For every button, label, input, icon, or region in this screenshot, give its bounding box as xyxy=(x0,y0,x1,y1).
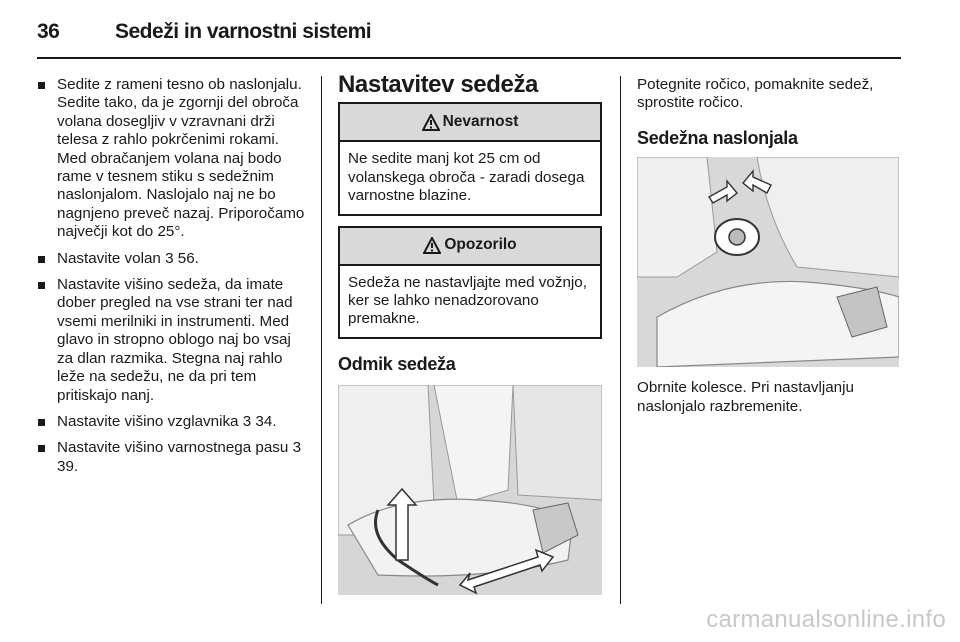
page-ref[interactable]: 39. xyxy=(57,457,79,475)
caution-title: Opozorilo xyxy=(340,228,600,266)
page-number: 36 xyxy=(37,20,60,43)
danger-box xyxy=(338,102,602,215)
list-item: Nastavite višino vzglavnika 3 34. xyxy=(37,413,307,431)
page-ref[interactable]: 56. xyxy=(177,249,199,267)
danger-title: Nevarnost xyxy=(340,104,600,142)
page-ref[interactable]: 34. xyxy=(255,412,277,430)
backrest-illustration xyxy=(637,157,899,367)
column-divider xyxy=(321,76,322,604)
seat-position-illustration xyxy=(338,385,602,595)
caution-box xyxy=(338,226,602,339)
list-item: Sedite z rameni tesno ob naslonjalu. Sedite tako, da je zgornji del obroča volana dosegljiv v vzravnani drži telesa z rahlo pokrčenimi rokami. Med obračanjem volana naj bodo rame v tesnem stiku s sedežnim naslonjalom. Naslojalo naj ne bo nagnjeno preveč nazaj. Priporočamo največji kot do 25°. xyxy=(37,76,307,242)
heading-backrests: Sedežna naslonjala xyxy=(637,127,798,148)
page-ref-icon: 3 xyxy=(292,439,302,457)
danger-text: Ne sedite manj kot 25 cm od volanskega obroča - zaradi dosega varnostne blazine. xyxy=(348,150,585,205)
column-left xyxy=(37,76,307,484)
warning-triangle-icon xyxy=(423,237,441,254)
column-right xyxy=(637,76,901,416)
instruction-list xyxy=(37,76,307,476)
section-title: Sedeži in varnostni sistemi xyxy=(115,20,372,43)
watermark: carmanualsonline.info xyxy=(706,606,946,633)
list-item: Nastavite volan 3 56. xyxy=(37,250,307,268)
heading-seat-adjustment: Nastavitev sedeža xyxy=(338,71,538,98)
warning-triangle-icon xyxy=(422,114,440,131)
list-item: Nastavite višino sedeža, da imate dober pregled na vse strani ter nad vsemi merilniki in instrumenti. Med glavo in stropno oblogo naj bo vsaj za dlan razmika. Stegna naj rahlo leže na sedežu, ne da pri tem pritiskajo nanj. xyxy=(37,276,307,405)
header-rule xyxy=(37,57,901,59)
caution-text: Sedeža ne nastavljajte med vožnjo, ker se lahko nenadzorovano premakne. xyxy=(348,273,587,328)
lever-instruction: Potegnite ročico, pomaknite sedež, sprostite ročico. xyxy=(637,76,874,112)
page-ref-icon: 3 xyxy=(165,249,174,267)
backrest-caption: Obrnite kolesce. Pri nastavljanju naslonjalo razbremenite. xyxy=(637,379,854,415)
column-divider xyxy=(620,76,621,604)
page-ref-icon: 3 xyxy=(242,412,252,430)
column-middle xyxy=(338,71,602,595)
heading-seat-position: Odmik sedeža xyxy=(338,353,456,374)
list-item: Nastavite višino varnostnega pasu 3 39. xyxy=(37,439,307,476)
